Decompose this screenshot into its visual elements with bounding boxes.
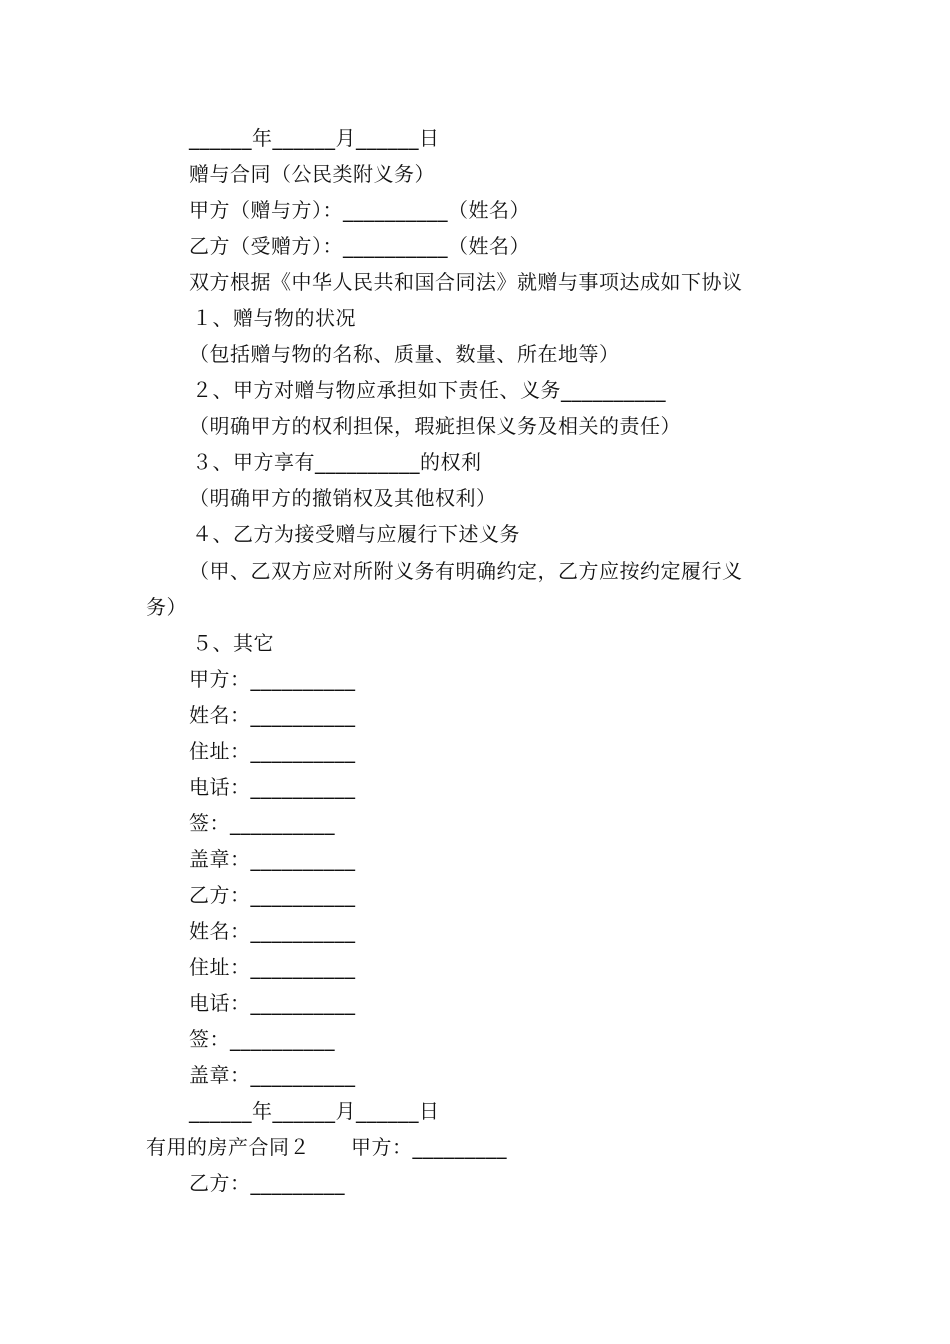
clause-5: ５、其它: [192, 631, 274, 655]
sign-a-name: 姓名：__________: [189, 703, 356, 727]
sign-b-seal: 盖章：__________: [189, 1063, 356, 1087]
sign-b-address: 住址：__________: [189, 955, 356, 979]
clause-4-note-cont: 务）: [146, 595, 187, 619]
clause-1-note: （包括赠与物的名称、质量、数量、所在地等）: [189, 342, 620, 366]
clause-2: ２、甲方对赠与物应承担如下责任、义务__________: [192, 378, 666, 402]
clause-3: ３、甲方享有__________的权利: [192, 450, 482, 474]
sign-a-signature: 签：__________: [189, 811, 335, 835]
clause-2-note: （明确甲方的权利担保，瑕疵担保义务及相关的责任）: [189, 414, 681, 438]
sign-a-phone: 电话：__________: [189, 775, 356, 799]
sign-a-address: 住址：__________: [189, 739, 356, 763]
date-line-top: ______年______月______日: [189, 126, 440, 150]
date-line-bottom: ______年______月______日: [189, 1099, 440, 1123]
contract-title: 赠与合同（公民类附义务）: [189, 162, 435, 186]
next-contract-heading: 有用的房产合同２ 甲方：_________: [146, 1135, 507, 1159]
sign-b-signature: 签：__________: [189, 1027, 335, 1051]
clause-1: １、赠与物的状况: [192, 306, 356, 330]
party-b-line: 乙方（受赠方）：__________（姓名）: [189, 234, 530, 258]
sign-party-a: 甲方：__________: [189, 667, 356, 691]
agreement-intro: 双方根据《中华人民共和国合同法》就赠与事项达成如下协议: [189, 270, 743, 294]
clause-4-note: （甲、乙双方应对所附义务有明确约定，乙方应按约定履行义: [189, 559, 743, 583]
clause-4: ４、乙方为接受赠与应履行下述义务: [192, 522, 520, 546]
sign-b-name: 姓名：__________: [189, 919, 356, 943]
sign-a-seal: 盖章：__________: [189, 847, 356, 871]
party-a-line: 甲方（赠与方）：__________（姓名）: [189, 198, 530, 222]
sign-party-b: 乙方：__________: [189, 883, 356, 907]
sign-b-phone: 电话：__________: [189, 991, 356, 1015]
clause-3-note: （明确甲方的撤销权及其他权利）: [189, 486, 497, 510]
next-contract-party-b: 乙方：_________: [189, 1171, 345, 1195]
